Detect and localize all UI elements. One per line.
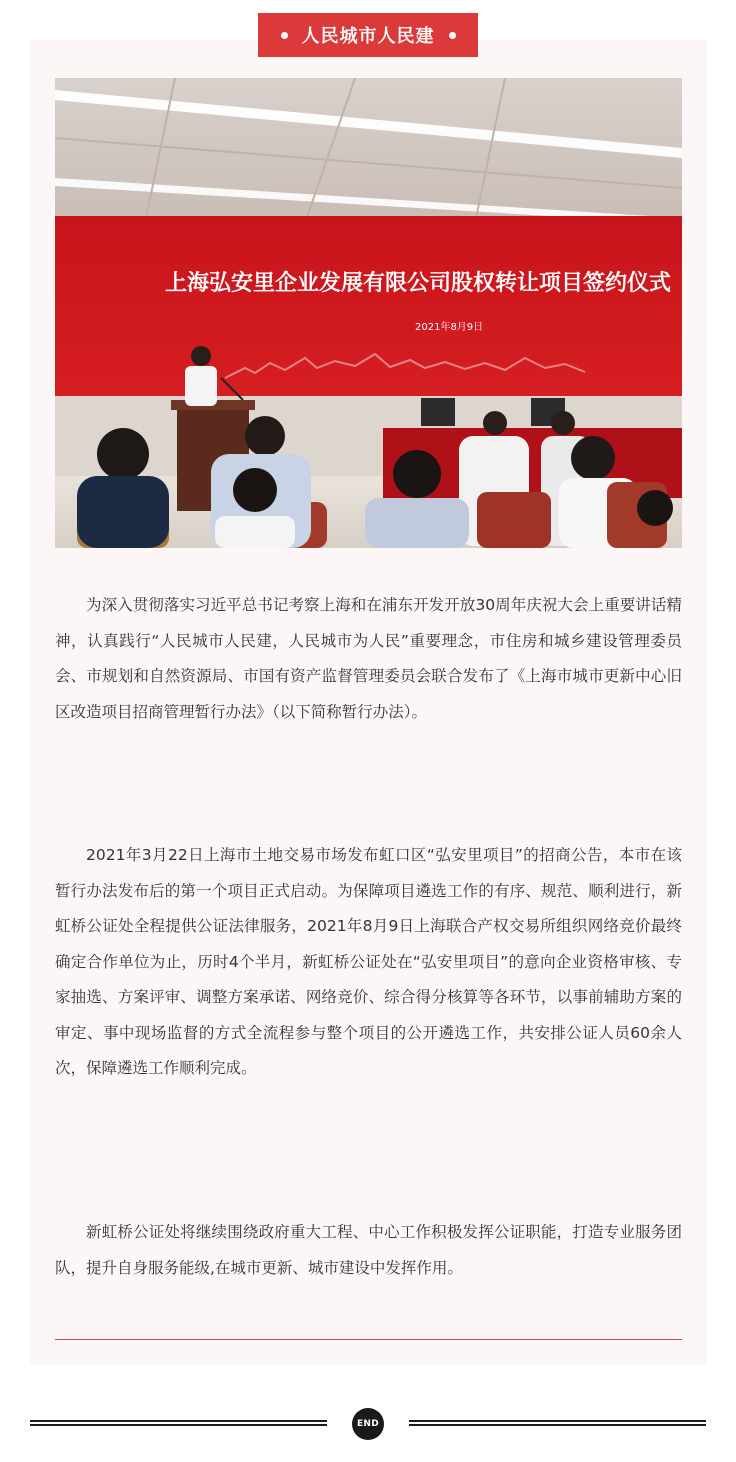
end-divider-left [30,1420,327,1426]
section-tag-label: 人民城市人民建 [301,26,435,47]
end-divider-right [409,1420,706,1426]
dot-icon [281,32,288,39]
end-label: END [356,1419,380,1429]
article-paragraph: 为深入贯彻落实习近平总书记考察上海和在浦东开发开放30周年庆祝大会上重要讲话精神，认真践行“人民城市人民建，人民城市为人民”重要理念，市住房和城乡建设管理委员会、市规划和自然资源局、市国有资产监督管理委员会联合发布了《上海市城市更新中心旧区改造项目招商管理暂行办法》（以下简称暂行办法）。 [55,596,682,721]
end-badge [352,1408,384,1440]
article-paragraph: 新虹桥公证处将继续围绕政府重大工程、中心工作积极发挥公证职能，打造专业服务团队，提升自身服务能级,在城市更新、城市建设中发挥作用。 [55,1223,682,1277]
divider [55,1339,682,1340]
article-paragraph: 2021年3月22日上海市土地交易市场发布虹口区“弘安里项目”的招商公告，本市在该暂行办法发布后的第一个项目正式启动。为保障项目遴选工作的有序、规范、顺利进行，新虹桥公证处全程提供公证法律服务，2021年8月9日上海联合产权交易所组织网络竞价最终确定合作单位为止，历时4个半月，新虹桥公证处在“弘安里项目”的意向企业资格审核、专家抽选、方案评审、调整方案承诺、网络竞价、综合得分核算等各环节，以事前辅助方案的审定、事中现场监督的方式全流程参与整个项目的公开遴选工作，共安排公证人员60余人次，保障遴选工作顺利完成。 [55,846,682,1077]
banner-date: 2021年8月9日 [415,322,484,333]
section-tag [258,13,478,57]
dot-icon [449,32,456,39]
banner-title: 上海弘安里企业发展有限公司股权转让项目签约仪式 [165,271,672,296]
event-photo [55,78,682,548]
